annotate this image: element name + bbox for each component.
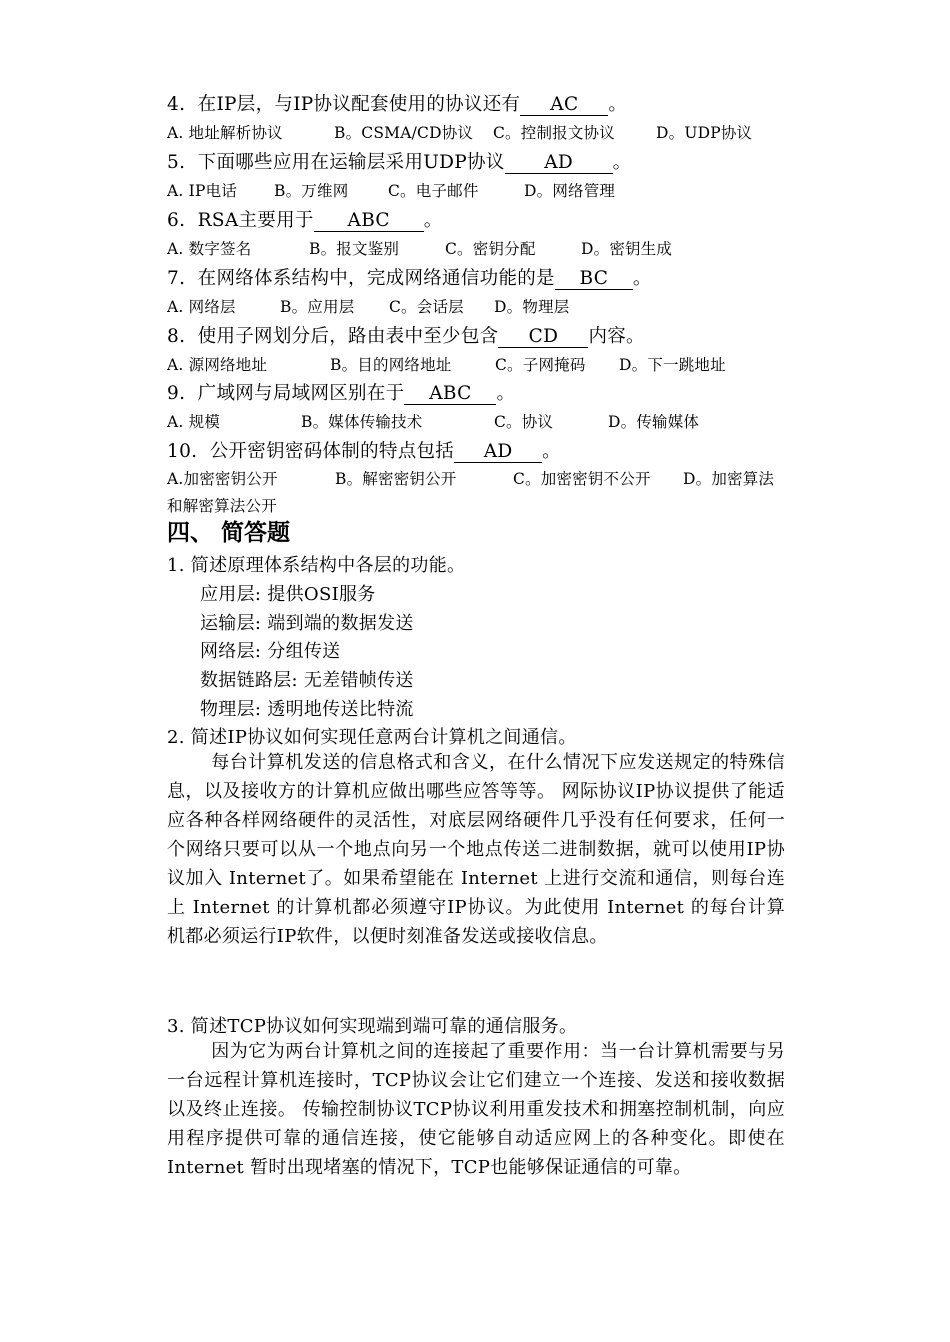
option-b: B。CSMA/CD协议 <box>334 124 474 142</box>
option-d: D。加密算法 <box>683 470 775 488</box>
question-suffix: 。 <box>632 268 652 289</box>
option-b: B。报文鉴别 <box>309 240 400 258</box>
option-d: D。物理层 <box>494 298 570 316</box>
answer-blank: AC <box>520 95 608 116</box>
options-10-continued: 和解密算法公开 <box>167 497 277 515</box>
question-text: 公开密钥密码体制的特点包括 <box>209 441 455 462</box>
option-b: B。媒体传输技术 <box>301 413 423 431</box>
question-4 <box>167 90 627 116</box>
question-number: 6. <box>167 210 186 231</box>
question-text: 广域网与局域网区别在于 <box>197 383 405 404</box>
option-b: B。目的网络地址 <box>330 356 452 374</box>
answer-blank: CD <box>498 327 588 348</box>
answer-blank: ABC <box>314 211 424 232</box>
question-text: 在网络体系结构中，完成网络通信功能的是 <box>197 268 555 289</box>
option-b: B。应用层 <box>280 298 355 316</box>
layer-application: 应用层: 提供OSI服务 <box>200 584 376 605</box>
question-number: 4. <box>167 94 186 115</box>
option-c: C。密钥分配 <box>445 240 536 258</box>
short-question-2: 2. 简述IP协议如何实现任意两台计算机之间通信。 <box>167 727 577 748</box>
question-suffix: 。 <box>612 152 632 173</box>
option-a: A. 地址解析协议 <box>167 124 283 142</box>
question-6 <box>167 206 443 232</box>
option-a: A. 源网络地址 <box>167 356 268 374</box>
answer-blank: ABC <box>404 384 496 405</box>
layer-transport: 运输层: 端到端的数据发送 <box>200 613 414 634</box>
question-number: 7. <box>167 268 186 289</box>
question-7 <box>167 264 652 290</box>
option-c: C。会话层 <box>389 298 464 316</box>
question-suffix: 。 <box>496 383 516 404</box>
options-7 <box>167 295 569 317</box>
question-text: 在IP层，与IP协议配套使用的协议还有 <box>197 94 521 115</box>
question-5 <box>167 148 631 174</box>
short-answer-2 <box>167 748 785 951</box>
option-a: A.加密密钥公开 <box>167 470 278 488</box>
layer-datalink: 数据链路层: 无差错帧传送 <box>200 670 414 691</box>
answer-text: 每台计算机发送的信息格式和含义，在什么情况下应发送规定的特殊信息，以及接收方的计算机应做出哪些应答等等。 网际协议IP协议提供了能适应各种各样网络硬件的灵活性，对底层网络硬件几乎没有任何要求，任何一个网络只要可以从一个地点向另一个地点传送二进制数据，就可以使用IP协议加入 Internet了。如果希望能在 Internet 上进行交流和通信，则每台连上 Internet 的计算机都必须遵守IP协议。为此使用 Internet 的每台计算机都必须运行IP软件，以便时刻准备发送或接收信息。 <box>167 752 785 947</box>
options-9 <box>167 410 699 432</box>
options-8 <box>167 353 726 375</box>
question-text: RSA主要用于 <box>197 210 314 231</box>
question-8 <box>167 322 645 348</box>
answer-blank: AD <box>505 153 613 174</box>
option-d: D。密钥生成 <box>581 240 673 258</box>
option-c: C。电子邮件 <box>388 182 479 200</box>
option-d: D。网络管理 <box>524 182 616 200</box>
options-6 <box>167 237 672 259</box>
options-4 <box>167 121 752 143</box>
short-answer-3 <box>167 1037 785 1182</box>
question-number: 8. <box>167 326 186 347</box>
answer-blank: BC <box>555 269 633 290</box>
question-text: 下面哪些应用在运输层采用UDP协议 <box>197 152 505 173</box>
option-c: C。控制报文协议 <box>493 124 615 142</box>
question-text: 使用子网划分后，路由表中至少包含 <box>197 326 499 347</box>
question-number: 10. <box>167 441 198 462</box>
question-suffix: 。 <box>542 441 561 462</box>
question-number: 9. <box>167 383 186 404</box>
option-a: A. IP电话 <box>167 182 237 200</box>
question-9 <box>167 379 515 405</box>
options-5 <box>167 179 615 201</box>
option-d: D。传输媒体 <box>608 413 700 431</box>
option-a: A. 网络层 <box>167 298 236 316</box>
option-d: D。下一跳地址 <box>619 356 726 374</box>
option-b: B。万维网 <box>274 182 349 200</box>
option-a: A. 规模 <box>167 413 221 431</box>
option-b: B。解密密钥公开 <box>335 470 457 488</box>
short-question-1: 1. 简述原理体系结构中各层的功能。 <box>167 555 466 576</box>
options-10 <box>167 467 774 489</box>
question-suffix: 。 <box>423 210 443 231</box>
question-suffix: 内容。 <box>588 326 645 347</box>
question-suffix: 。 <box>608 94 628 115</box>
option-a: A. 数字签名 <box>167 240 252 258</box>
option-d: D。UDP协议 <box>656 124 753 142</box>
short-question-3: 3. 简述TCP协议如何实现端到端可靠的通信服务。 <box>167 1016 578 1037</box>
section-heading: 四、 简答题 <box>167 519 291 546</box>
layer-network: 网络层: 分组传送 <box>200 641 341 662</box>
option-c: C。加密密钥不公开 <box>513 470 651 488</box>
answer-text: 因为它为两台计算机之间的连接起了重要作用：当一台计算机需要与另一台远程计算机连接时，TCP协议会让它们建立一个连接、发送和接收数据以及终止连接。 传输控制协议TCP协议利用重发技术和拥塞控制机制，向应用程序提供可靠的通信连接，使它能够自动适应网上的各种变化。即使在 Internet 暂时出现堵塞的情况下，TCP也能够保证通信的可靠。 <box>167 1041 785 1178</box>
question-10 <box>167 437 561 463</box>
layer-physical: 物理层: 透明地传送比特流 <box>200 699 414 720</box>
answer-blank: AD <box>454 442 542 463</box>
option-c: C。协议 <box>494 413 554 431</box>
option-c: C。子网掩码 <box>495 356 586 374</box>
question-number: 5. <box>167 152 186 173</box>
